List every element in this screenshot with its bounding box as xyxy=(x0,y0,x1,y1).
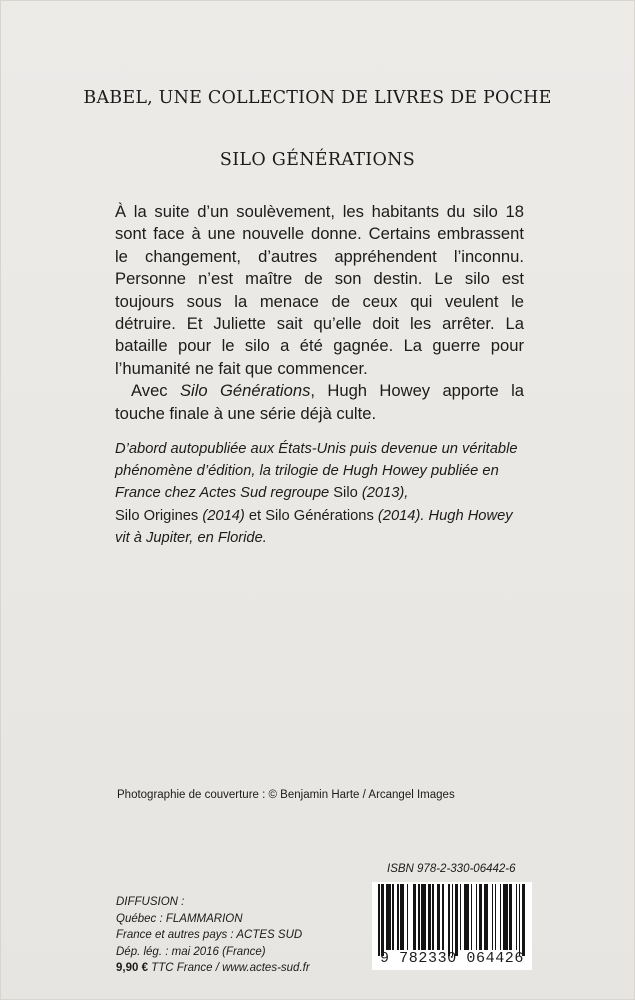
price-rest: TTC France / www.actes-sud.fr xyxy=(147,962,310,975)
note-end: (2014). Hugh Howey vit à Jupiter, en Floride. xyxy=(115,507,513,546)
diffusion-quebec: Québec : FLAMMARION xyxy=(116,912,243,925)
barcode-bar xyxy=(509,884,512,950)
barcode-bar xyxy=(452,884,454,956)
blurb-p2-start: Avec xyxy=(131,381,180,401)
barcode-bar xyxy=(479,884,482,950)
barcode-bar xyxy=(397,884,399,950)
barcode-bar xyxy=(516,884,518,950)
diffusion-price-line xyxy=(116,960,356,977)
photo-credit: Photographie de couverture : © Benjamin Harte / Arcangel Images xyxy=(117,789,455,801)
blurb xyxy=(115,201,524,425)
barcode-bar xyxy=(432,884,434,950)
blurb-paragraph-1: À la suite d’un soulèvement, les habitants du silo 18 sont face à une nouvelle donne. Certains embrassent le changement, d’autres appréhendent l’inconnu. Personne n’est maître de son destin. Le silo est toujours sous la menace de ceux qui veulent le détruire. Et Juliette sait qu’elle doit les arrêter. La bataille pour le silo a été gagnée. La guerre pour l’humanité ne fait que commencer. xyxy=(115,202,524,378)
barcode-bar xyxy=(476,884,478,950)
barcode-bar xyxy=(495,884,497,950)
barcode-bar xyxy=(471,884,473,950)
barcode-bar xyxy=(421,884,426,950)
barcode-bar xyxy=(413,884,416,950)
diffusion-depot: Dép. lég. : mai 2016 (France) xyxy=(116,945,266,958)
barcode-bar xyxy=(492,884,494,950)
barcode-bar xyxy=(386,884,391,950)
collection-line: BABEL, UNE COLLECTION DE LIVRES DE POCHE xyxy=(83,88,552,108)
barcode-bar xyxy=(442,884,444,950)
diffusion-block xyxy=(116,894,356,977)
isbn: ISBN 978-2-330-06442-6 xyxy=(387,863,516,875)
blurb-paragraph-2 xyxy=(115,380,524,425)
barcode-number: 9 782330 064426 xyxy=(379,950,525,967)
blurb-p2-title: Silo Générations xyxy=(179,381,311,401)
author-note xyxy=(115,438,528,549)
note-silo: Silo xyxy=(333,485,358,502)
price: 9,90 € xyxy=(116,962,148,975)
note-origines: Silo Origines xyxy=(115,507,199,524)
barcode-bar xyxy=(519,884,521,956)
barcode-bar xyxy=(484,884,489,950)
barcode-bar xyxy=(437,884,440,950)
barcode-bar xyxy=(500,884,502,950)
barcode-bar xyxy=(400,884,403,950)
barcode-bar xyxy=(455,884,458,956)
note-year-1: (2013), xyxy=(357,485,409,502)
note-generations: Silo Générations xyxy=(261,507,374,524)
barcode-bar xyxy=(428,884,431,950)
barcode-bar xyxy=(407,884,409,950)
barcode-bar xyxy=(378,884,380,956)
barcode-bar xyxy=(503,884,508,950)
note-year-2: (2014) xyxy=(198,507,249,524)
barcode-bar xyxy=(381,884,384,956)
barcode xyxy=(372,882,532,970)
barcode-bars xyxy=(378,884,528,950)
barcode-bar xyxy=(460,884,462,950)
barcode-bar xyxy=(392,884,394,950)
note-et: et xyxy=(248,507,262,524)
barcode-bar xyxy=(522,884,525,956)
barcode-bar xyxy=(418,884,420,950)
barcode-bar xyxy=(448,884,450,956)
barcode-bar xyxy=(464,884,469,950)
book-title: SILO GÉNÉRATIONS xyxy=(219,150,416,170)
blurb-p2-end: , Hugh Howey apporte la touche finale à une série déjà culte. xyxy=(115,381,525,423)
diffusion-france: France et autres pays : ACTES SUD xyxy=(116,929,303,942)
note-intro: D’abord autopubliée aux États-Unis puis devenue un véritable phénomène d’édition, la trilogie de Hugh Howey publiée en France chez Actes Sud regroupe xyxy=(115,441,518,502)
diffusion-heading: DIFFUSION : xyxy=(116,896,185,908)
